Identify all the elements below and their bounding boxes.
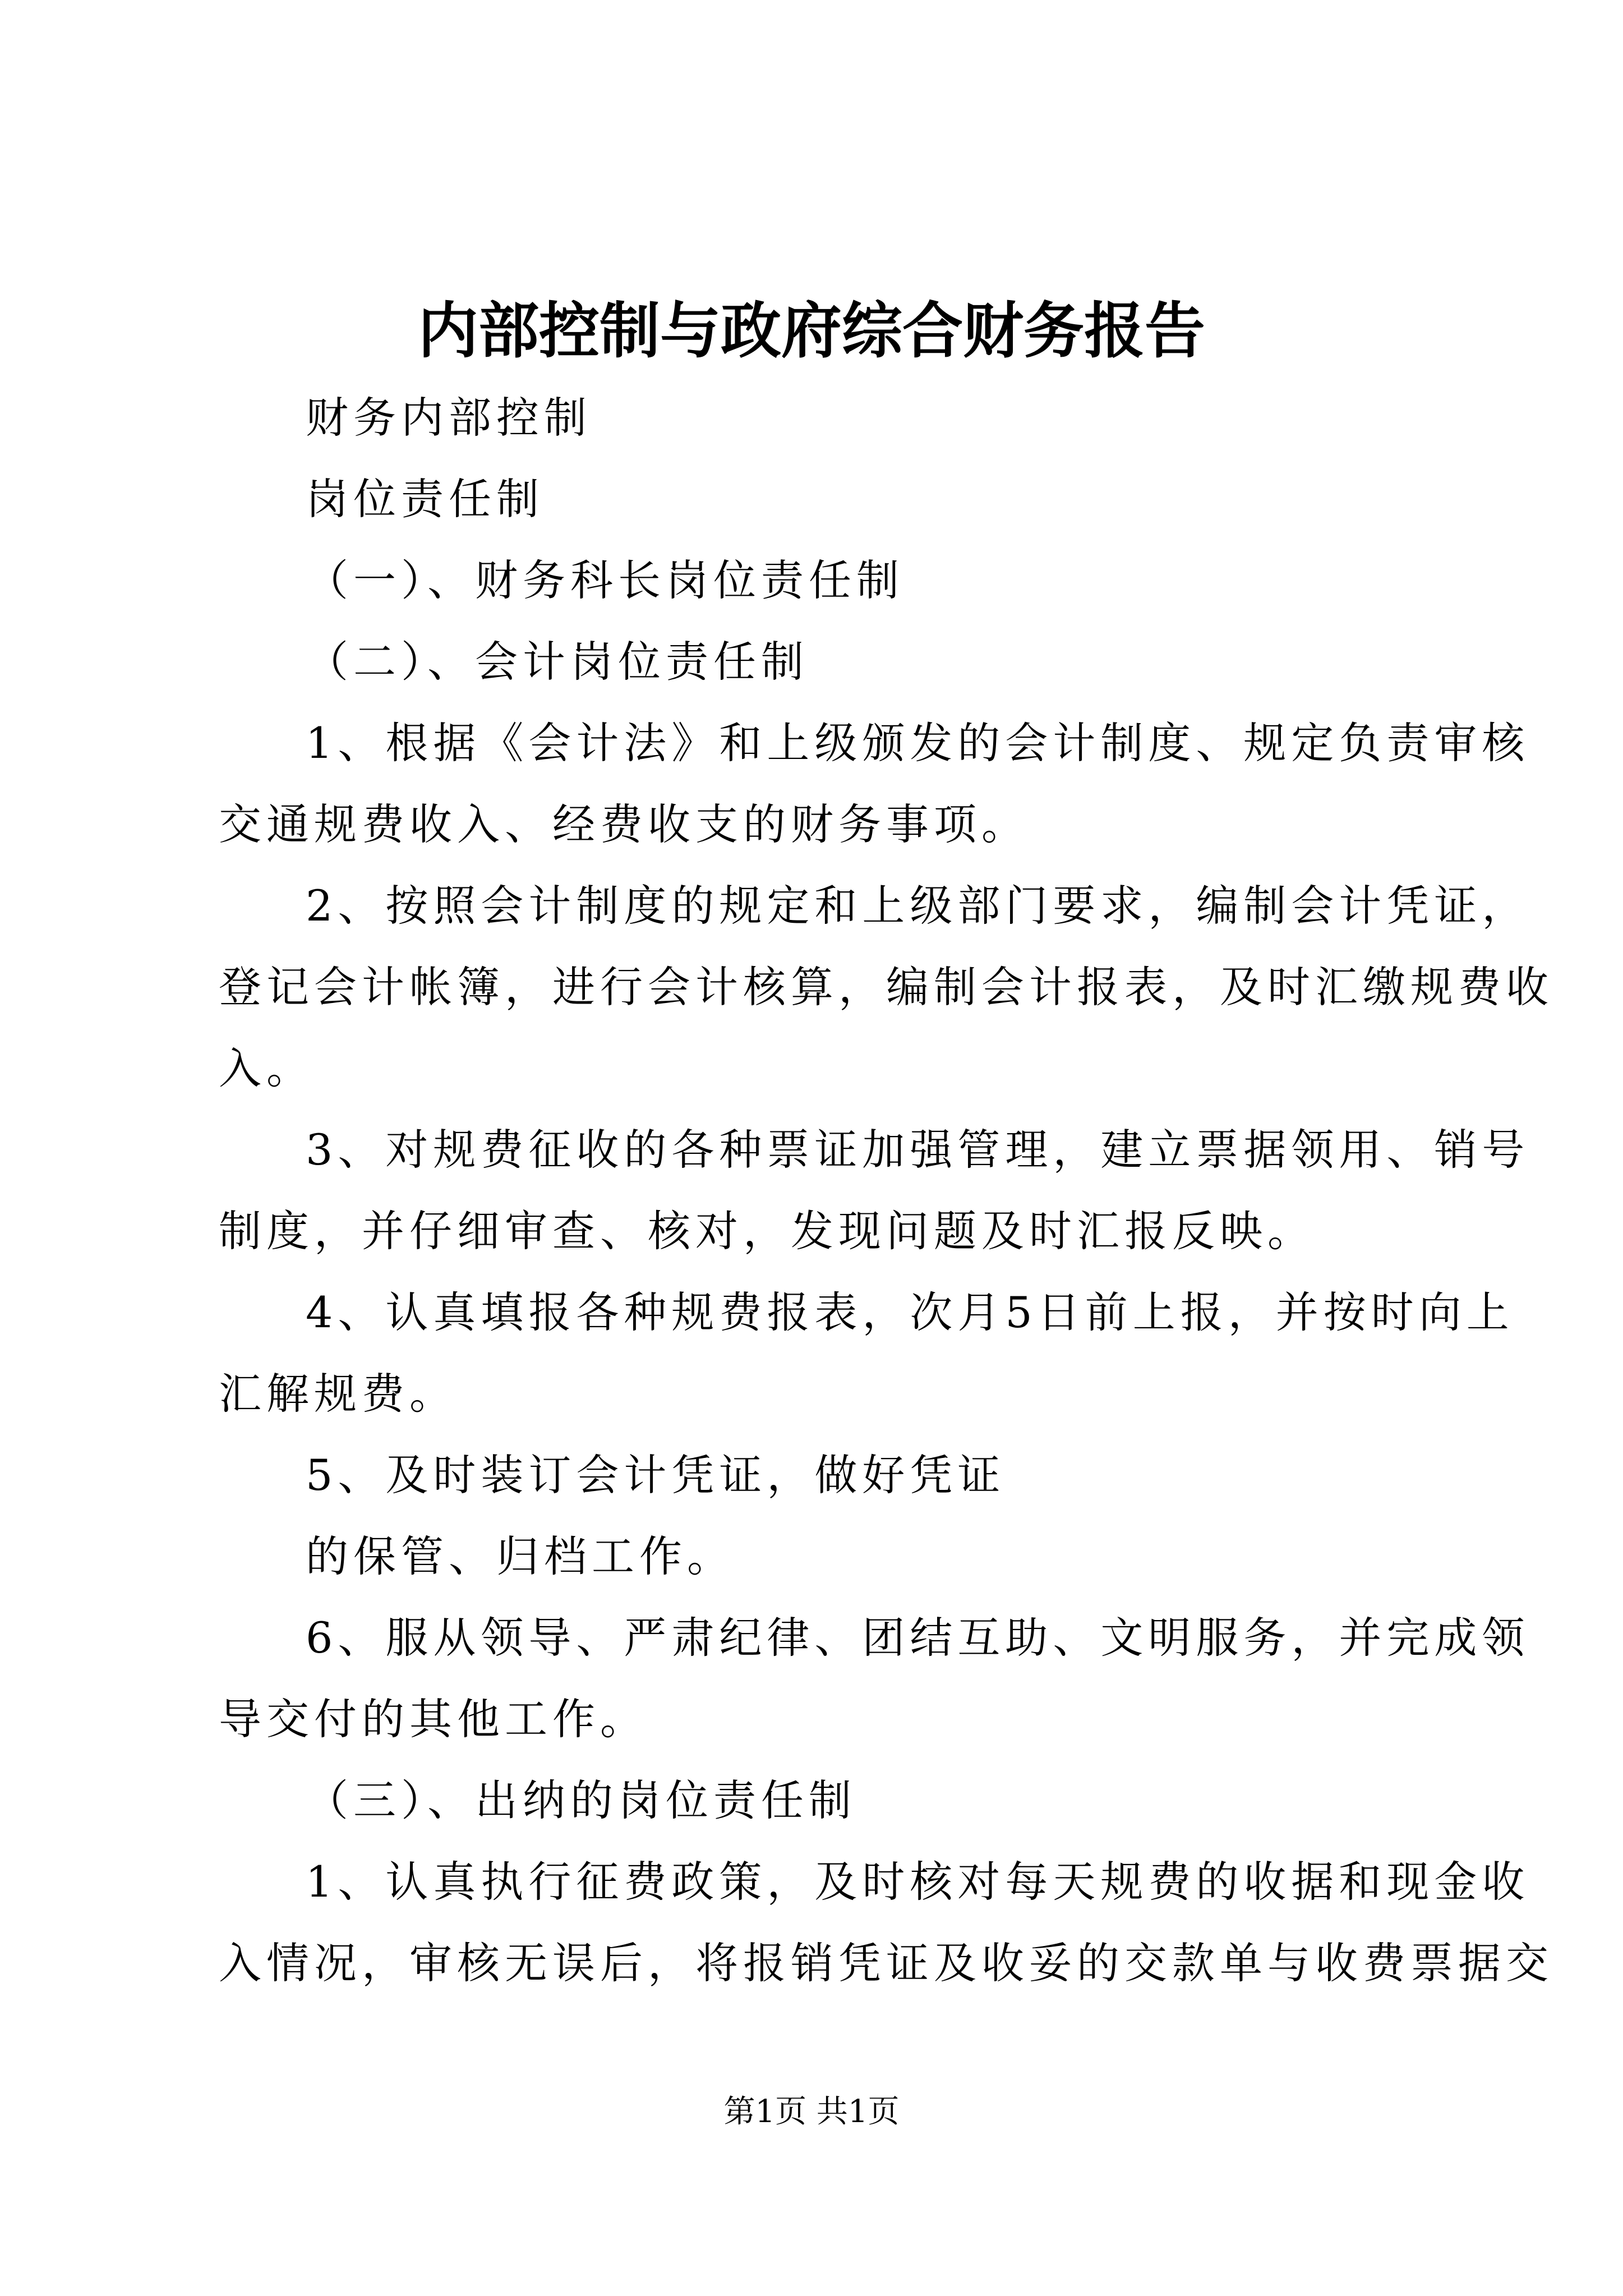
section-heading-2: （二）、会计岗位责任制 [306, 637, 809, 687]
document-title: 内部控制与政府综合财务报告 [417, 296, 1205, 366]
paragraph-line: 1、认真执行征费政策，及时核对每天规费的收据和现金收 [306, 1857, 1530, 1907]
paragraph-line: 3、对规费征收的各种票证加强管理，建立票据领用、销号 [306, 1125, 1530, 1175]
paragraph-line: 4、认真填报各种规费报表，次月5日前上报，并按时向上 [306, 1287, 1514, 1337]
paragraph-line: 5、及时装订会计凭证，做好凭证 [306, 1450, 1006, 1500]
heading-post-responsibility: 岗位责任制 [306, 474, 544, 524]
paragraph-line: 2、按照会计制度的规定和上级部门要求，编制会计凭证， [306, 881, 1530, 931]
paragraph-line: 导交付的其他工作。 [219, 1694, 648, 1744]
section-heading-3: （三）、出纳的岗位责任制 [306, 1775, 856, 1825]
paragraph-line: 入情况，审核无误后，将报销凭证及收妥的交款单与收费票据交 [219, 1938, 1553, 1988]
paragraph-line: 登记会计帐簿，进行会计核算，编制会计报表，及时汇缴规费收 [219, 962, 1553, 1012]
page-footer: 第1页 共1页 [723, 2093, 900, 2130]
paragraph-line: 6、服从领导、严肃纪律、团结互助、文明服务，并完成领 [306, 1613, 1530, 1663]
paragraph-line: 汇解规费。 [219, 1369, 457, 1419]
paragraph-line: 1、根据《会计法》和上级颁发的会计制度、规定负责审核 [306, 718, 1530, 768]
section-heading-1: （一）、财务科长岗位责任制 [306, 555, 904, 605]
paragraph-line: 的保管、归档工作。 [306, 1531, 735, 1581]
paragraph-line: 入。 [219, 1043, 314, 1093]
heading-financial-internal-control: 财务内部控制 [306, 393, 592, 443]
paragraph-line: 交通规费收入、经费收支的财务事项。 [219, 799, 1029, 849]
paragraph-line: 制度，并仔细审查、核对，发现问题及时汇报反映。 [219, 1206, 1315, 1256]
